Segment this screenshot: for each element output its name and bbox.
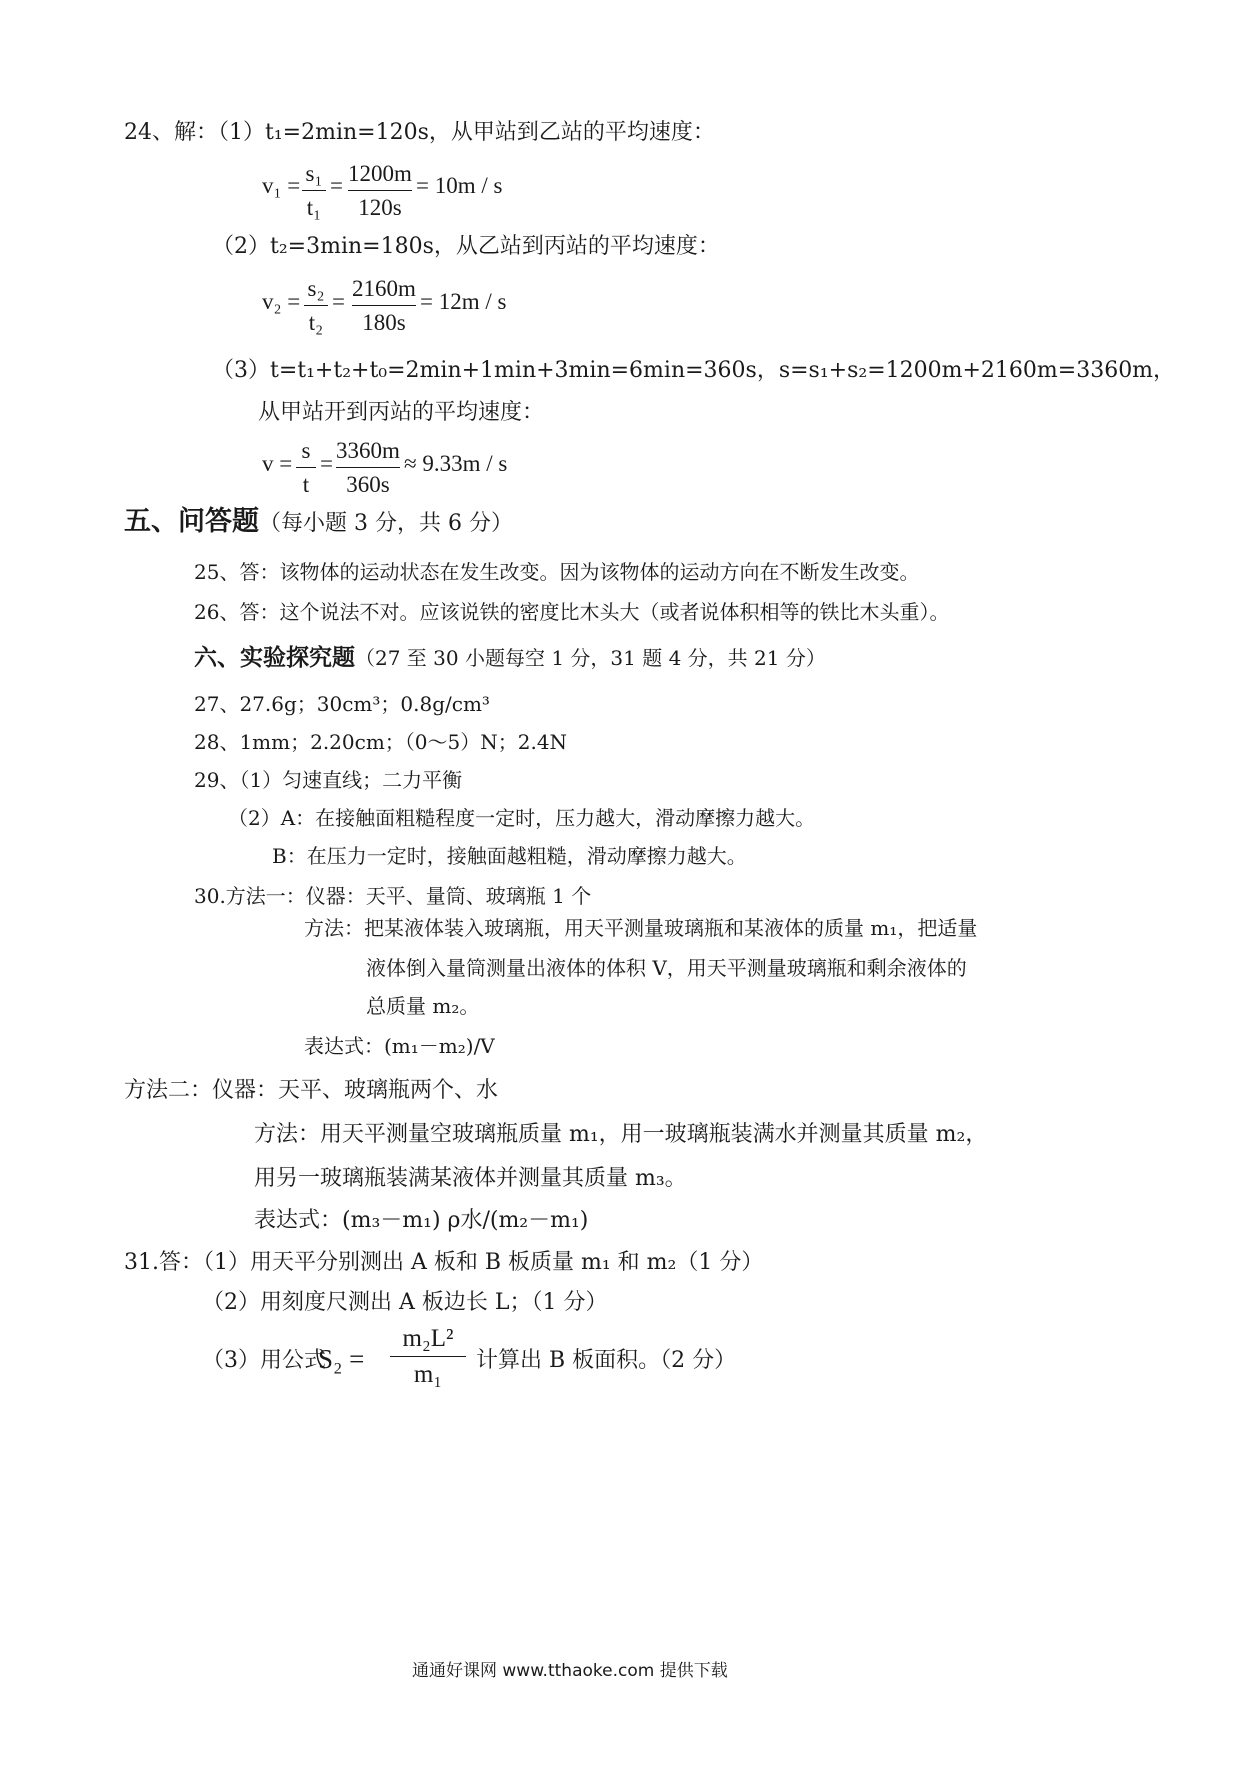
formula-v1-lhs: v₁ = [262, 173, 301, 198]
q30-method1: 30.方法一：仪器：天平、量筒、玻璃瓶 1 个 [194, 884, 592, 908]
q30-method1-line2: 液体倒入量筒测量出液体的体积 V，用天平测量玻璃瓶和剩余液体的 [366, 956, 967, 980]
section5-note: （每小题 3 分，共 6 分） [259, 511, 513, 536]
frac-numerator: 3360m [336, 438, 400, 463]
q24-heading: 24、解：（1）t₁=2min=120s，从甲站到乙站的平均速度： [124, 120, 715, 145]
frac-numerator: s₂ [307, 276, 325, 301]
q29-part2b: B：在压力一定时，接触面越粗糙，滑动摩擦力越大。 [272, 844, 747, 868]
formula-v2-frac2 [352, 277, 416, 334]
section5-title: 五、问答题 [124, 506, 259, 537]
section6-note: （27 至 30 小题每空 1 分，31 题 4 分，共 21 分） [355, 646, 826, 670]
frac-denominator: t [302, 472, 310, 497]
section6-heading [194, 646, 826, 669]
footer-credit: 通通好课网 www.tthaoke.com 提供下载 [412, 1661, 728, 1681]
q25-answer: 25、答：该物体的运动状态在发生改变。因为该物体的运动方向在不断发生改变。 [194, 560, 920, 584]
frac-denominator: 120s [358, 195, 402, 220]
formula-v-frac2 [336, 439, 400, 496]
frac-denominator: t₂ [308, 310, 324, 335]
section5-heading [124, 508, 513, 535]
q30-method1-expression: 表达式：(m₁－m₂)/V [304, 1034, 495, 1058]
section6-title: 六、实验探究题 [194, 644, 355, 671]
frac-denominator: 180s [362, 310, 406, 335]
q30-method2-expression: 表达式：(m₃－m₁) ρ水/(m₂－m₁) [254, 1208, 589, 1233]
formula-v-result: ≈ 9.33m / s [404, 451, 508, 476]
q31-line2: （2）用刻度尺测出 A 板边长 L；（1 分） [202, 1290, 608, 1315]
q30-method1-line1: 方法：把某液体装入玻璃瓶，用天平测量玻璃瓶和某液体的质量 m₁，把适量 [304, 916, 978, 940]
frac-denominator: t₁ [306, 195, 322, 220]
q26-answer: 26、答：这个说法不对。应该说铁的密度比木头大（或者说体积相等的铁比木头重）。 [194, 600, 950, 624]
formula-v1-result: = 10m / s [416, 173, 503, 198]
frac-numerator: 1200m [348, 161, 412, 186]
frac-numerator: s [301, 438, 311, 463]
q29-part1: 29、（1）匀速直线；二力平衡 [194, 768, 463, 792]
formula-v-lhs: v = [262, 451, 293, 476]
q30-method2-line2: 用另一玻璃瓶装满某液体并测量其质量 m₃。 [254, 1166, 687, 1191]
formula-v1-frac1 [302, 162, 326, 219]
q31-line3-suffix: 计算出 B 板面积。（2 分） [476, 1348, 737, 1373]
formula-v2-result: = 12m / s [420, 289, 507, 314]
q30-method1-line3: 总质量 m₂。 [366, 994, 480, 1018]
frac-numerator: s₁ [305, 161, 323, 186]
q24-part3: （3）t=t₁+t₂+t₀=2min+1min+3min=6min=360s，s=s₁+s₂=1200m+2160m=3360m， [212, 358, 1176, 383]
frac-numerator: m₂L² [402, 1325, 454, 1352]
formula-v1-frac2 [348, 162, 412, 219]
frac-denominator: m₁ [413, 1361, 443, 1388]
q30-method2: 方法二：仪器：天平、玻璃瓶两个、水 [124, 1078, 499, 1103]
q30-method2-line1: 方法：用天平测量空玻璃瓶质量 m₁，用一玻璃瓶装满水并测量其质量 m₂， [254, 1122, 988, 1147]
formula-v2-lhs: v₂ = [262, 289, 301, 314]
q29-part2a: （2）A：在接触面粗糙程度一定时，压力越大，滑动摩擦力越大。 [228, 806, 816, 830]
frac-denominator: 360s [346, 472, 390, 497]
formula-s2-lhs: S₂ = [318, 1344, 365, 1374]
q31-line3-prefix: （3）用公式 [202, 1348, 326, 1373]
formula-s2-frac [390, 1326, 466, 1387]
formula-v-frac1 [296, 439, 316, 496]
q27-answer: 27、27.6g；30cm³；0.8g/cm³ [194, 692, 490, 716]
q24-part2: （2）t₂=3min=180s，从乙站到丙站的平均速度： [212, 234, 720, 259]
q31-line1: 31.答：（1）用天平分别测出 A 板和 B 板质量 m₁ 和 m₂（1 分） [124, 1250, 764, 1275]
q24-part3-line2: 从甲站开到丙站的平均速度： [258, 400, 545, 425]
frac-numerator: 2160m [352, 276, 416, 301]
formula-v2-frac1 [304, 277, 328, 334]
q28-answer: 28、1mm；2.20cm；（0～5）N；2.4N [194, 730, 568, 754]
